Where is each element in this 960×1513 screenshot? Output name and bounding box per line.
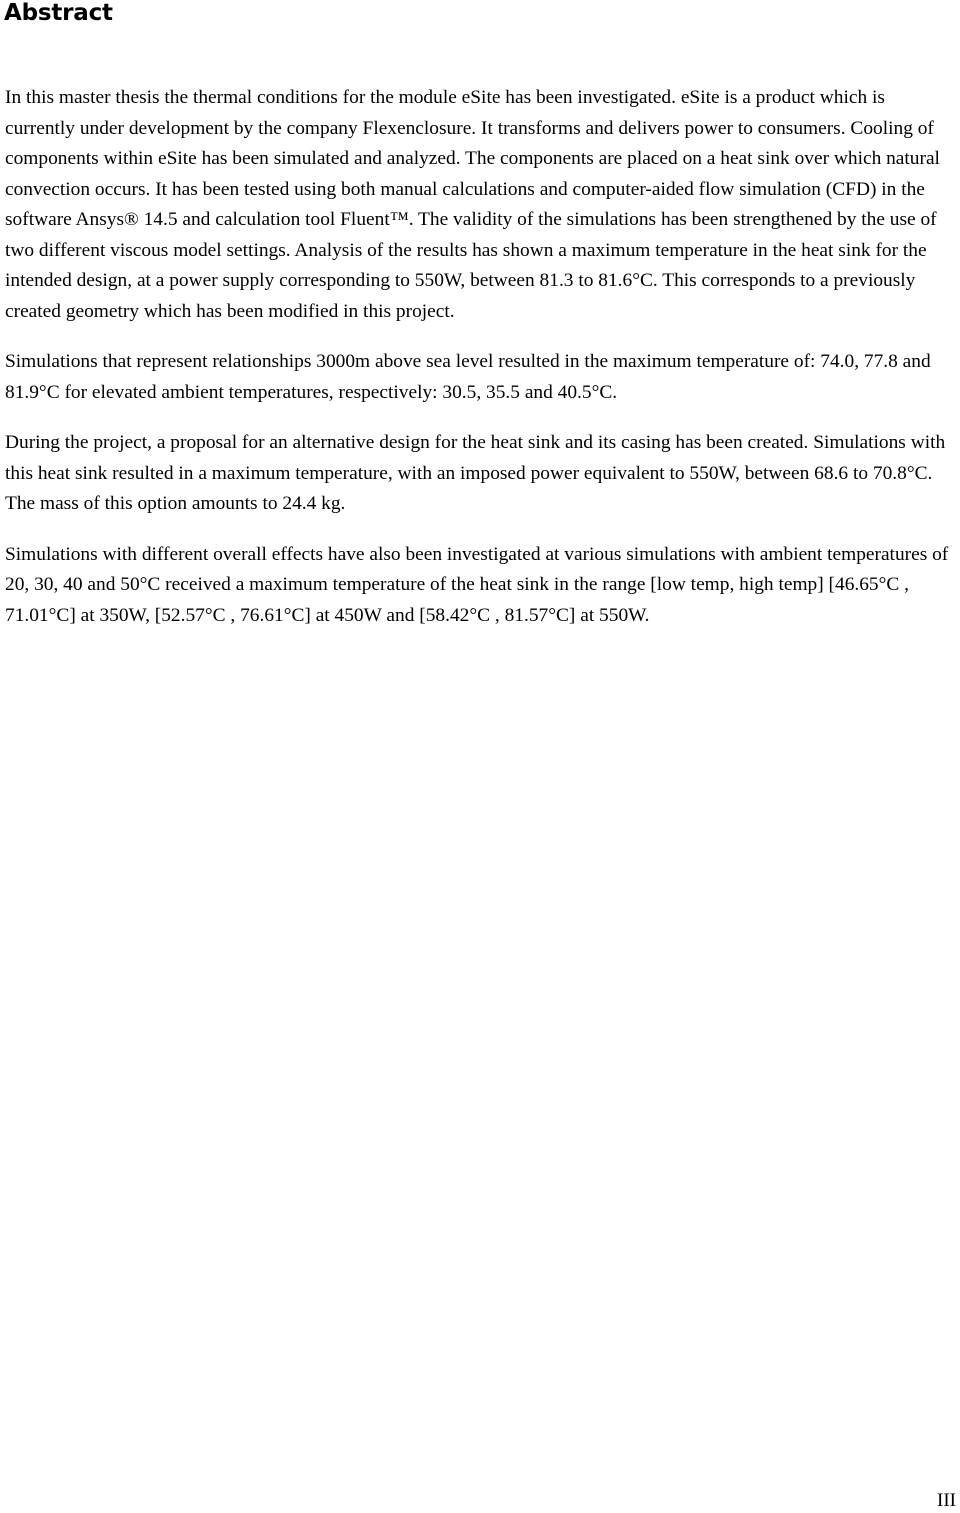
- paragraph-1: In this master thesis the thermal conditions for the module eSite has been investigated. eSite is a product which is currently under development by the company Flexenclosure. It transforms and delivers power to consumers. Cooling of components within eSite has been simulated and analyzed. The components are placed on a heat sink over which natural convection occurs. It has been tested using both manual calculations and computer-aided flow simulation (CFD) in the software Ansys® 14.5 and calculation tool Fluent™. The validity of the simulations has been strengthened by the use of two different viscous model settings. Analysis of the results has shown a maximum temperature in the heat sink for the intended design, at a power supply corresponding to 550W, between 81.3 to 81.6°C. This corresponds to a previously created geometry which has been modified in this project.: [5, 87, 940, 322]
- abstract-body: [5, 83, 957, 651]
- paragraph-2: Simulations that represent relationships 3000m above sea level resulted in the maximum temperature of: 74.0, 77.8 and 81.9°C for elevated ambient temperatures, respectively: 30.5, 35.5 and 40.5°C.: [5, 351, 931, 403]
- paragraph-3: During the project, a proposal for an alternative design for the heat sink and its casing has been created. Simulations with this heat sink resulted in a maximum temperature, with an imposed power equivalent to 550W, between 68.6 to 70.8°C. The mass of this option amounts to 24.4 kg.: [5, 432, 946, 514]
- paragraph-4: Simulations with different overall effects have also been investigated at various simulations with ambient temperatures of 20, 30, 40 and 50°C received a maximum temperature of the heat sink in the range [low temp, high temp] [46.65°C , 71.01°C] at 350W, [52.57°C , 76.61°C] at 450W and [58.42°C , 81.57°C] at 550W.: [5, 543, 949, 626]
- page-title: Abstract: [4, 0, 113, 26]
- page-number: III: [937, 1490, 956, 1511]
